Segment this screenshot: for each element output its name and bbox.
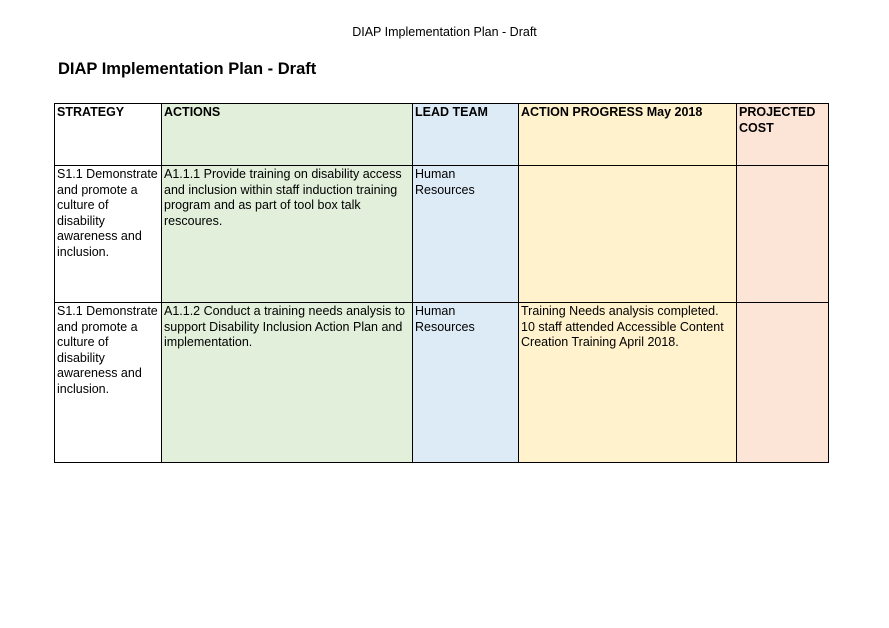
column-header-action-progress: ACTION PROGRESS May 2018 [519,104,737,166]
lead-team-cell: Human Resources [413,166,519,303]
action-cell: A1.1.2 Conduct a training needs analysis to support Disability Inclusion Action Plan and implementation. [162,303,413,463]
document-title: DIAP Implementation Plan - Draft [58,60,317,78]
strategy-cell: S1.1 Demonstrate and promote a culture of disability awareness and inclusion. [55,303,162,463]
column-header-strategy: STRATEGY [55,104,162,166]
action-cell: A1.1.1 Provide training on disability access and inclusion within staff induction training program and as part of tool box talk rescoures. [162,166,413,303]
lead-team-cell: Human Resources [413,303,519,463]
column-header-lead-team: LEAD TEAM [413,104,519,166]
running-header: DIAP Implementation Plan - Draft [352,25,537,39]
column-header-projected-cost: PROJECTED COST [737,104,829,166]
cost-cell [737,303,829,463]
cost-cell [737,166,829,303]
progress-cell [519,166,737,303]
table-header-row [55,104,829,166]
strategy-cell: S1.1 Demonstrate and promote a culture of disability awareness and inclusion. [55,166,162,303]
table-row [55,303,829,463]
progress-cell: Training Needs analysis completed. 10 staff attended Accessible Content Creation Training April 2018. [519,303,737,463]
column-header-actions: ACTIONS [162,104,413,166]
implementation-plan-table [54,103,829,463]
table-row [55,166,829,303]
